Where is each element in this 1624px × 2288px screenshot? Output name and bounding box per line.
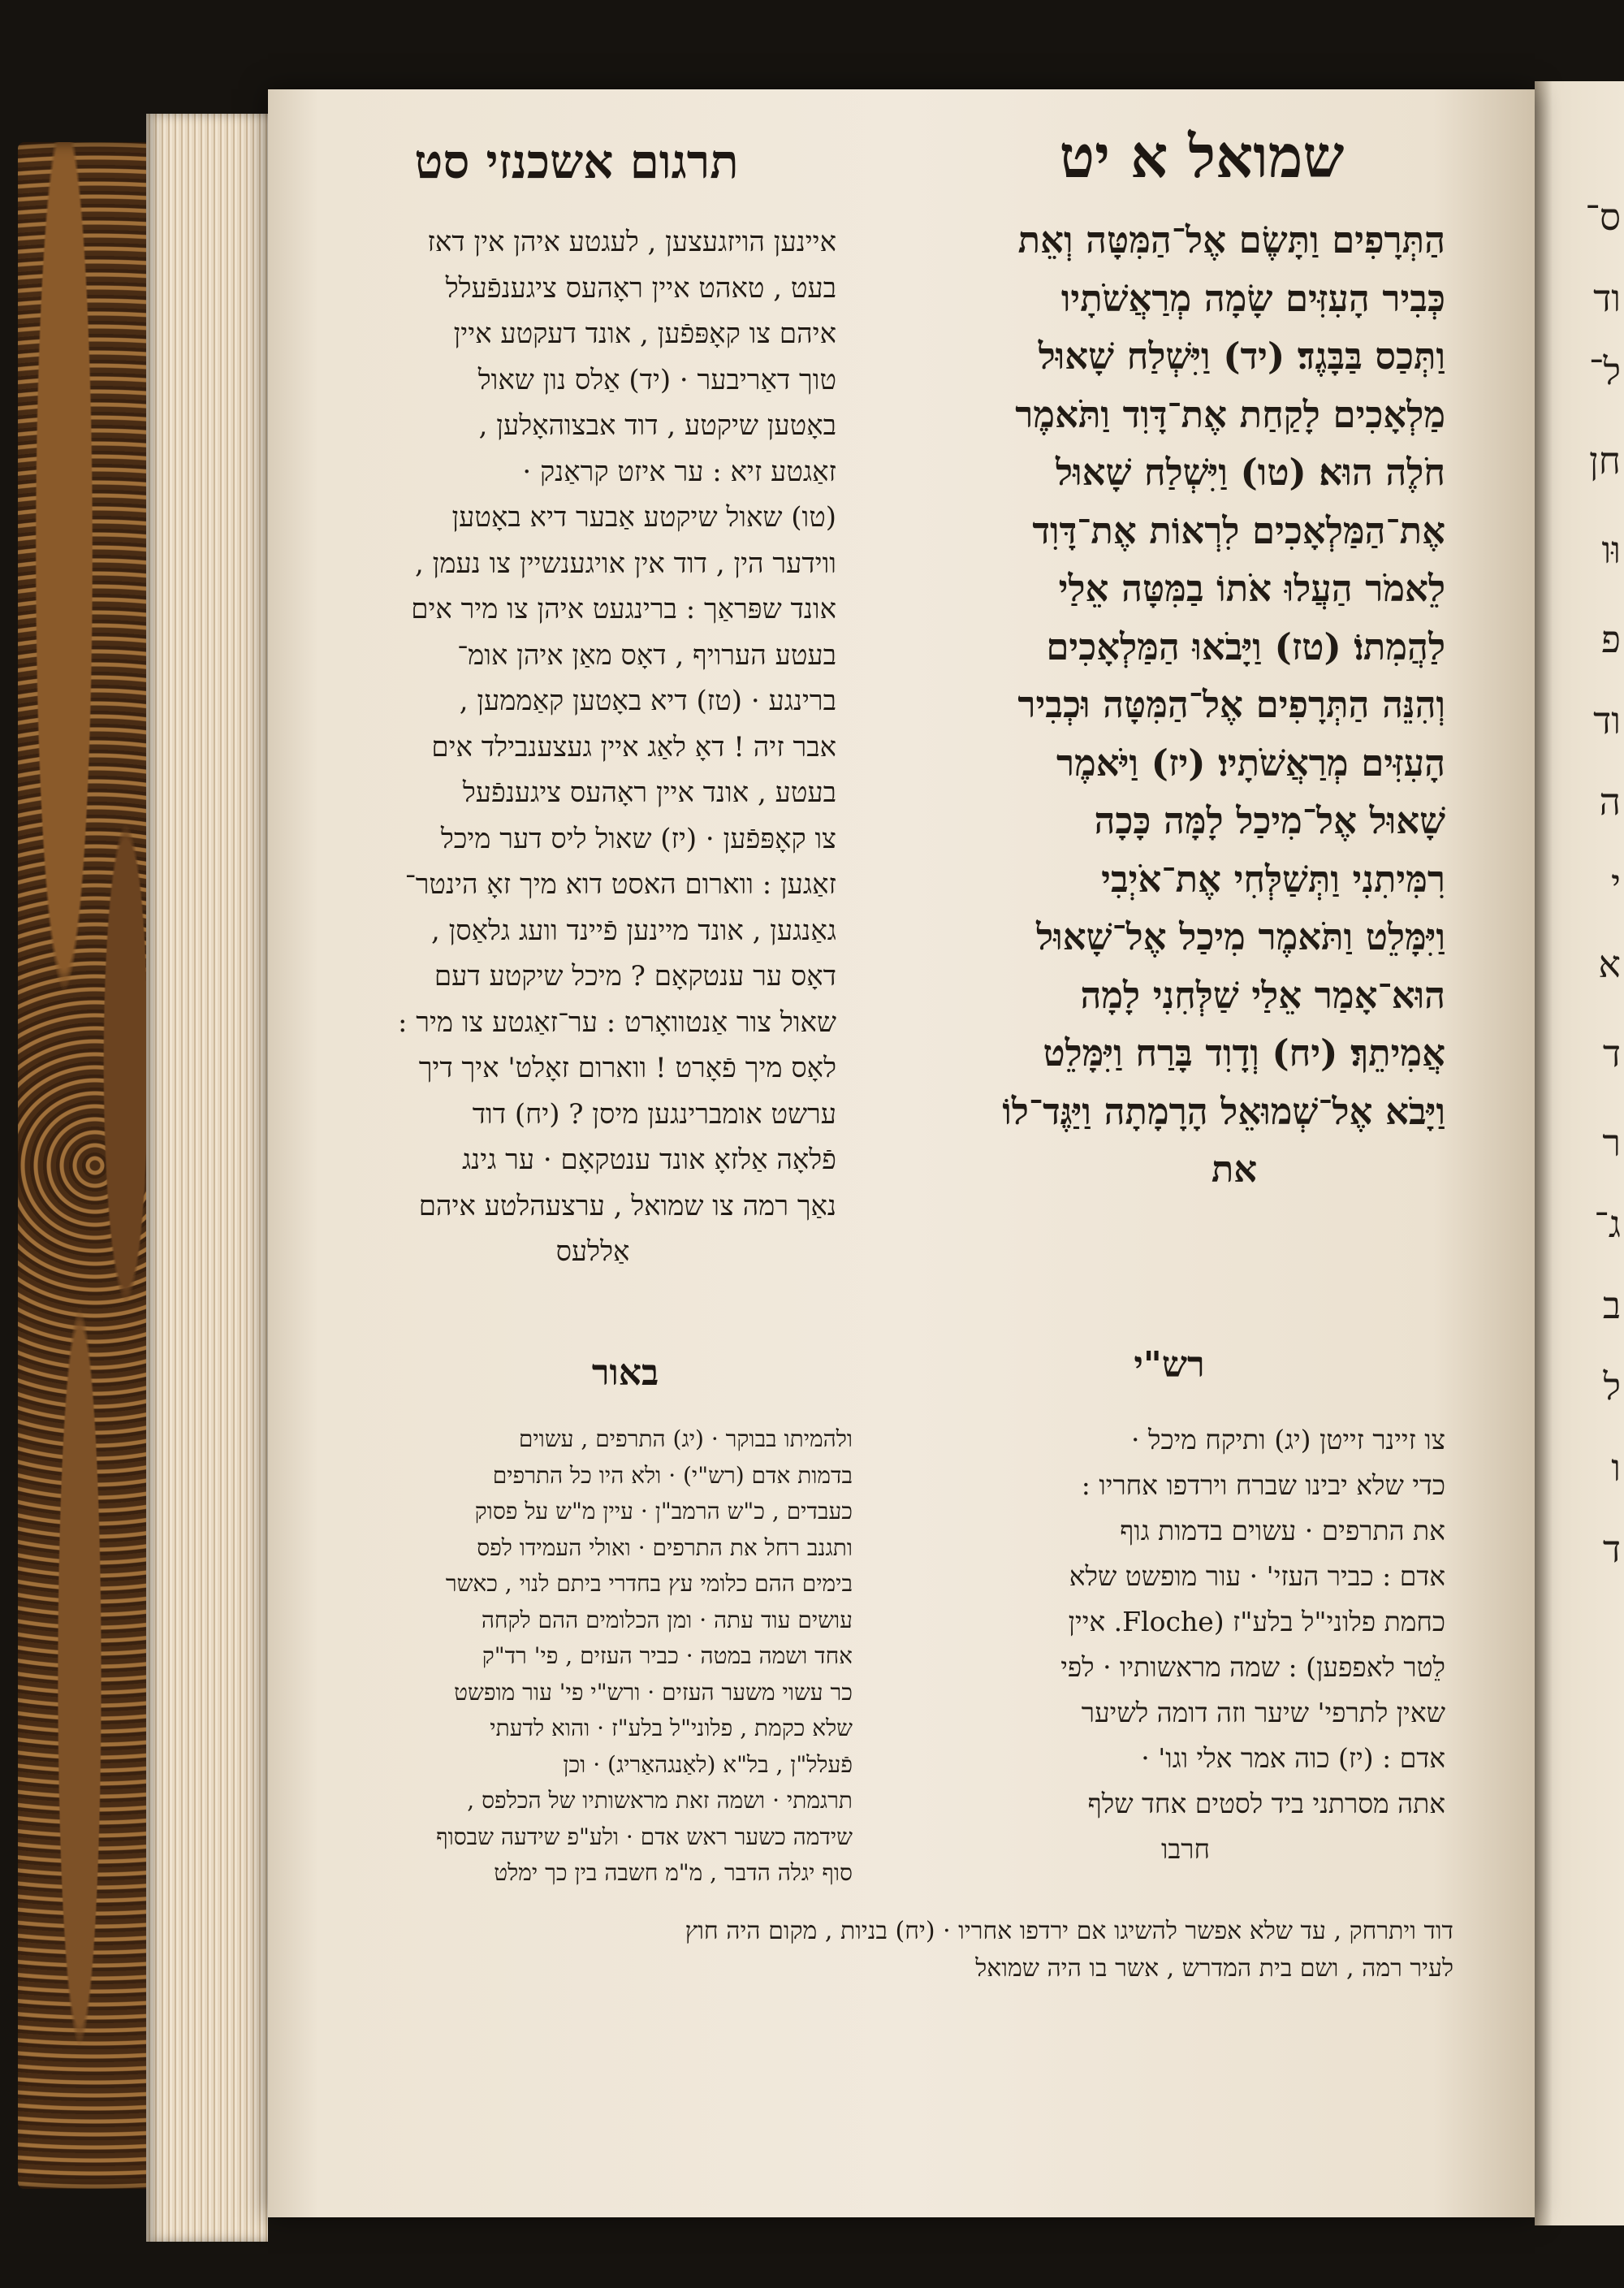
biur-line: שידמה כשער ראש אדם · ולע"פ שידעה שבסוף [436,1823,853,1850]
translation-line: ערשט אומברינגען מיסן ? (יח) דוד [472,1097,836,1131]
rashi-line: צו זיינר זייטן (יג) ותיקח מיכל · [1131,1424,1445,1455]
translation-line: איינען הויזגעצען , לעגטע איהן אין דאז [427,226,836,258]
translation-line: ברינגע · (טז) דיא באָטען קאַממען , [459,685,836,717]
facing-page-text: ד [1602,1032,1621,1075]
facing-page-text: ל־ [1588,349,1621,393]
biur-line: כר עשוי משער העזים · ורש"י פי' עור מופשט [454,1678,853,1706]
biur-line: תרגמתי · ושמה זאת מראשותיו של הכלפס , [467,1787,853,1814]
translation-line: בעטע הערויף , דאָס מאַן איהן אומ־ [457,638,836,672]
facing-page-text: ס־ [1585,195,1621,239]
translation-line: נאַך רמה צו שמואל , ערצעהלטע איהם [418,1189,836,1222]
verse-line: כְּבִיר הָעִזִּים שָׂמָה מְרַאֲשֹׁתָיו [1060,276,1445,320]
verse-line: הַתְּרָפִים וַתָּשֶׂם אֶל־הַמִּטָּה וְאֵת [1017,218,1445,262]
rashi-line: כחמת פלוני"ל בלע"ז (Floche. איין [1068,1606,1445,1637]
bottom-line: דוד ויתרחק , עד שלא אפשר להשיגו אם ירדפו אחריו · (יח) בניות , מקום היה חוץ [685,1917,1453,1945]
page-stack-edge [146,114,268,2242]
translation-line: דאָס ער ענטקאָם ? מיכל שיקטע דעם [434,960,836,993]
facing-page-text: וד [1593,276,1621,320]
facing-page-text: וּו [1601,528,1621,572]
hebrew-verse-column [926,211,1445,1199]
biur-line: עושים עוד עתה · ומן הכלומים ההם לקחה [481,1606,853,1633]
biur-commentary [349,1421,853,1892]
translation-line: זאַגען : ווארום האסט דוא מיך זאָ הינטר־ [404,868,836,901]
biur-line: בימים ההם כלומי עץ בחדרי ביתם לנוי , כאשר [445,1570,853,1597]
verse-line: לֵאמֹר הַעֲלוּ אֹתוֹ בַמִּטָּה אֵלַי [1058,567,1445,610]
rashi-line: כדי שלא יבינו שברח וירדפו אחריו : [1081,1469,1445,1501]
biur-line: ותגנב רחל את התרפים · ואולי העמידו לפס [477,1533,853,1561]
verse-line: הָעִזִּים מְרַאֲשֹׁתָיו׃ (יז) וַיֹּאמֶר [1056,741,1445,785]
running-head-left: תרגום אשכנזי סט [414,134,739,189]
translation-line: טוך דאַריבער · (יד) אַלס נון שאול [477,363,836,396]
translation-line: גאַנגען , אונד מיינען פֿיינד וועג גלאַסן , [431,914,836,947]
facing-page-text: ר [1602,1121,1621,1165]
rashi-commentary [926,1417,1445,1872]
verse-line: הוּא־אָמַר אֵלַי שַׁלְּחִנִי לָמָה [1080,973,1445,1017]
rashi-line: את התרפים · עשוים בדמות גוף [1120,1515,1445,1546]
facing-page-text: וד [1593,699,1621,742]
verse-line: וְהִנֵּה הַתְּרָפִים אֶל־הַמִּטָּה וּכְבִיר [1017,683,1445,726]
bottom-line: לעיר רמה , ושם בית המדרש , אשר בו היה שמואל [975,1954,1453,1983]
running-head-right: שמואל א יט [1059,122,1345,191]
biur-line: סוף יגלה הדבר , מ"מ חשבה בין כך ימלט [494,1859,853,1886]
facing-page-text: ה [1599,780,1621,824]
translation-line: איהם צו קאָפּפֿען , אונד דעקטע איין [453,318,836,350]
translation-line: ווידער הין , דוד אין אויגענשיין צו נעמן , [415,547,836,580]
rashi-heading: רש"י [1134,1344,1205,1386]
verse-line: שָׁאוּל אֶל־מִיכַל לָמָּה כָּכָה [1094,799,1445,842]
biur-line: בדמות אדם (רש"י) · ולא היו כל התרפים [492,1461,853,1489]
biur-line: ולהמיתו בבוקר · (יג) התרפים , עשוים [518,1425,853,1452]
facing-page-text: פ [1600,617,1621,661]
verse-catchword: את [1211,1148,1258,1191]
facing-page-text: ב [1602,1283,1621,1327]
translation-line: זאַגטע זיא : ער איזט קראַנק · [522,455,836,488]
rashi-catchword: חרבו [1160,1833,1211,1865]
biur-line: שלא כקמת , פלוני"ל בלע"ז · והוא לדעתי [490,1715,853,1741]
translation-line: בעטע , אונד איין ראָהעס ציגענפֿעל [462,776,836,809]
verse-line: רִמִּיתִנִי וַתְּשַׁלְּחִי אֶת־אֹיְבִי [1101,857,1445,901]
translation-last-word: אַללעס [555,1235,630,1268]
rashi-line: אתה מסרתני ביד לסטים אחד שלף [1087,1788,1445,1819]
verse-line: וַיִּמָּלֵט וַתֹּאמֶר מִיכַל אֶל־שָׁאוּל [1036,915,1445,958]
facing-page-text: ד [1602,1527,1621,1571]
facing-page-text: ל [1603,1365,1621,1408]
rashi-line: אדם : (יז) כוה אמר אלי וגו' · [1141,1742,1445,1774]
translation-line: צו קאָפּפֿען · (יז) שאול ליס דער מיכל [440,822,836,855]
facing-page-text: חן [1589,439,1621,482]
translation-line: (טו) שאול שיקטע אַבער דיא באָטען [451,501,836,534]
translation-line: שאול צור אַנטוואָרט : ער־זאַגטע צו מיר : [397,1006,836,1039]
translation-line: בעט , טאהט איין ראָהעס ציגענפֿעלל [445,271,836,305]
biur-line: פֿעלל"ן , בל"א (לאַנגהאַריג) · וכן [563,1750,853,1778]
rashi-line: שאין לתרפי' שיער וזה דומה לשיער [1081,1697,1445,1728]
biur-heading: באור [591,1352,659,1394]
verse-line: אֶת־הַמַּלְאָכִים לִרְאוֹת אֶת־דָּוִד [1032,508,1445,552]
translation-line: לאָס מיך פֿאָרט ! ווארום זאָלט' איך דיך [418,1052,836,1084]
yiddish-translation-column [349,219,836,1275]
facing-page-text: ג־ [1594,1202,1621,1246]
biur-line: אחד ושמה במטה · כביר העזים , פי' רד"ק [482,1642,853,1669]
verse-line: אֲמִיתֵךְ׃ (יח) וְדָוִד בָּרַח וַיִּמָּלֵט [1043,1032,1445,1075]
verse-line: חֹלֶה הוּא׃ (טו) וַיִּשְׁלַח שָׁאוּל [1056,451,1445,494]
verse-line: מַלְאָכִים לָקַחַת אֶת־דָּוִד וַתֹּאמֶר [1015,392,1445,436]
facing-page-fragment [1535,81,1624,2225]
translation-line: אבר זיה ! דאָ לאַג איין געצענבילד אים [431,730,836,763]
verse-line: וַיָּבֹא אֶל־שְׁמוּאֵל הָרָמָתָה וַיַּגֶּד־לוֹ [1002,1089,1445,1133]
translation-line: באָטען שיקטע , דוד אבצוהאָלען , [478,409,836,442]
rashi-line: לֵטר לאפפען) : שמה מראשותיו · לפי [1060,1651,1445,1683]
translation-line: פֿלאָה אַלזאָ אונד ענטקאָם · ער גינג [461,1144,836,1176]
facing-page-text: א [1598,942,1621,986]
verse-line: וַתְּכַס בַּבָּגֶד׃ (יד) וַיִּשְׁלַח שָׁאוּל [1038,335,1445,378]
rashi-line: אדם : כביר העזי' · עור מופשט שלא [1069,1560,1445,1592]
facing-page-text: ו [1611,1446,1621,1490]
bottom-commentary [349,1913,1453,1987]
biur-line: כעבדים , כ"ש הרמב"ן · עיין מ"ש על פסוק [474,1498,853,1525]
verse-line: לַהֲמִתוֹ׃ (טז) וַיָּבֹאוּ הַמַּלְאָכִים [1046,625,1445,668]
translation-line: אונד שפּראַך : ברינגעט איהן צו מיר אים [411,593,836,625]
facing-page-text: י [1610,861,1621,905]
